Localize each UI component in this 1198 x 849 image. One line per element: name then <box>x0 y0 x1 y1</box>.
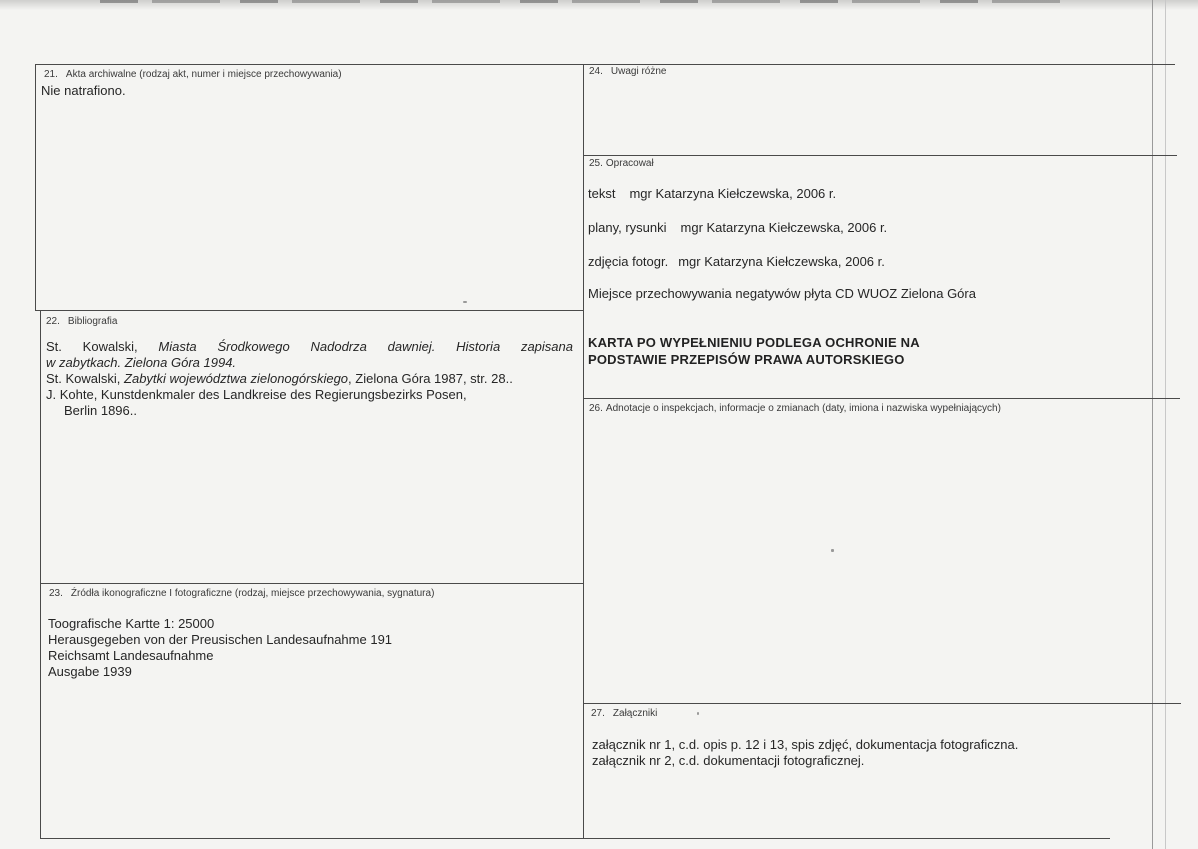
bibliography-line-4 <box>46 387 467 403</box>
divider-21-22 <box>35 310 583 311</box>
sec26-label <box>589 403 1001 414</box>
bibliography-details-2: , Zielona Góra 1987, str. 28.. <box>348 371 513 386</box>
bibliography-author-1: St. Kowalski, <box>46 339 159 354</box>
divider-22-23 <box>40 583 583 584</box>
iconography-line-2: Herausgegeben von der Preusischen Landesaufnahme 191 <box>48 632 393 647</box>
bibliography-title-2: Zabytki województwa zielonogórskiego <box>124 371 349 386</box>
sec21-label <box>44 69 342 80</box>
page-edge-line <box>1152 0 1153 849</box>
sec21-text: Nie natrafiono. <box>41 83 126 98</box>
form-center-divider <box>583 64 584 838</box>
form-left-border-upper <box>35 64 36 311</box>
sec22-label <box>46 316 117 327</box>
sec22-label-text: Bibliografia <box>67 316 118 327</box>
copyright-notice-line-2: PODSTAWIE PRZEPISÓW PRAWA AUTORSKIEGO <box>588 352 905 367</box>
divider-24-25 <box>583 155 1177 156</box>
sec24-number: 24. <box>589 66 603 77</box>
copyright-notice-line-1: KARTA PO WYPEŁNIENIU PODLEGA OCHRONIE NA <box>588 335 920 350</box>
author-photos-label: zdjęcia fotogr. <box>588 254 669 269</box>
author-plans-value: mgr Katarzyna Kiełczewska, 2006 r. <box>680 220 888 235</box>
author-text-value: mgr Katarzyna Kiełczewska, 2006 r. <box>629 186 837 201</box>
bibliography-line-2 <box>46 355 236 371</box>
sec27-label <box>591 708 657 719</box>
bibliography-line-5 <box>64 403 137 419</box>
sec27-number: 27. <box>591 708 605 719</box>
form-left-border-lower <box>40 310 41 839</box>
bibliography-author-2: St. Kowalski, <box>46 371 125 386</box>
sec23-label <box>49 588 434 599</box>
sec22-number: 22. <box>46 316 60 327</box>
bibliography-title-1: Miasta Środkowego Nadodrza dawniej. Historia zapisana <box>158 339 573 354</box>
author-text-row <box>588 186 836 202</box>
scan-speck <box>463 301 467 303</box>
iconography-line-4: Ausgabe 1939 <box>48 664 132 679</box>
sec26-number: 26. <box>589 403 603 414</box>
iconography-line-1: Toografische Kartte 1: 25000 <box>48 616 215 631</box>
sec23-number: 23. <box>49 588 63 599</box>
sec25-label <box>589 158 654 169</box>
sec21-label-text: Akta archiwalne (rodzaj akt, numer i miejsce przechowywania) <box>65 69 342 80</box>
author-plans-label: plany, rysunki <box>588 220 667 235</box>
divider-25-26 <box>583 398 1180 399</box>
bibliography-entry-3-cont: Berlin 1896.. <box>64 403 137 418</box>
bibliography-title-1-cont: w zabytkach. Zielona Góra 1994. <box>46 355 237 370</box>
attachment-line-1: załącznik nr 1, c.d. opis p. 12 i 13, spis zdjęć, dokumentacja fotograficzna. <box>592 737 1019 752</box>
scan-speck <box>831 549 834 552</box>
sec24-label-text: Uwagi różne <box>610 66 667 77</box>
sec25-number: 25. <box>589 158 603 169</box>
author-photos-value: mgr Katarzyna Kiełczewska, 2006 r. <box>678 254 885 269</box>
attachment-line-2: załącznik nr 2, c.d. dokumentacji fotograficznej. <box>592 753 865 768</box>
bibliography-line-3 <box>46 371 513 387</box>
sec24-label <box>589 66 667 77</box>
form-bottom-border <box>40 838 1110 839</box>
form-top-border <box>35 64 1175 65</box>
sec25-label-text: Opracował <box>605 158 654 169</box>
bibliography-line-1 <box>46 339 573 355</box>
author-text-label: tekst <box>588 186 616 201</box>
divider-26-27 <box>583 703 1181 704</box>
sec23-label-text: Źródła ikonograficzne I fotograficzne (rodzaj, miejsce przechowywania, sygnatura) <box>70 588 435 599</box>
bibliography-entry-3: J. Kohte, Kunstdenkmaler des Landkreise des Regierungsbezirks Posen, <box>46 387 467 402</box>
author-photos-row <box>588 254 885 270</box>
iconography-line-3: Reichsamt Landesaufnahme <box>48 648 214 663</box>
sec26-label-text: Adnotacje o inspekcjach, informacje o zmianach (daty, imiona i nazwiska wypełniających) <box>605 403 1001 414</box>
sec21-number: 21. <box>44 69 58 80</box>
negatives-location: Miejsce przechowywania negatywów płyta CD WUOZ Zielona Góra <box>588 286 976 301</box>
sec27-label-text: Załączniki <box>612 708 658 719</box>
scan-speck <box>697 712 699 715</box>
page-edge-line-secondary <box>1165 0 1166 849</box>
author-plans-row <box>588 220 887 236</box>
scan-streak <box>100 0 1080 3</box>
